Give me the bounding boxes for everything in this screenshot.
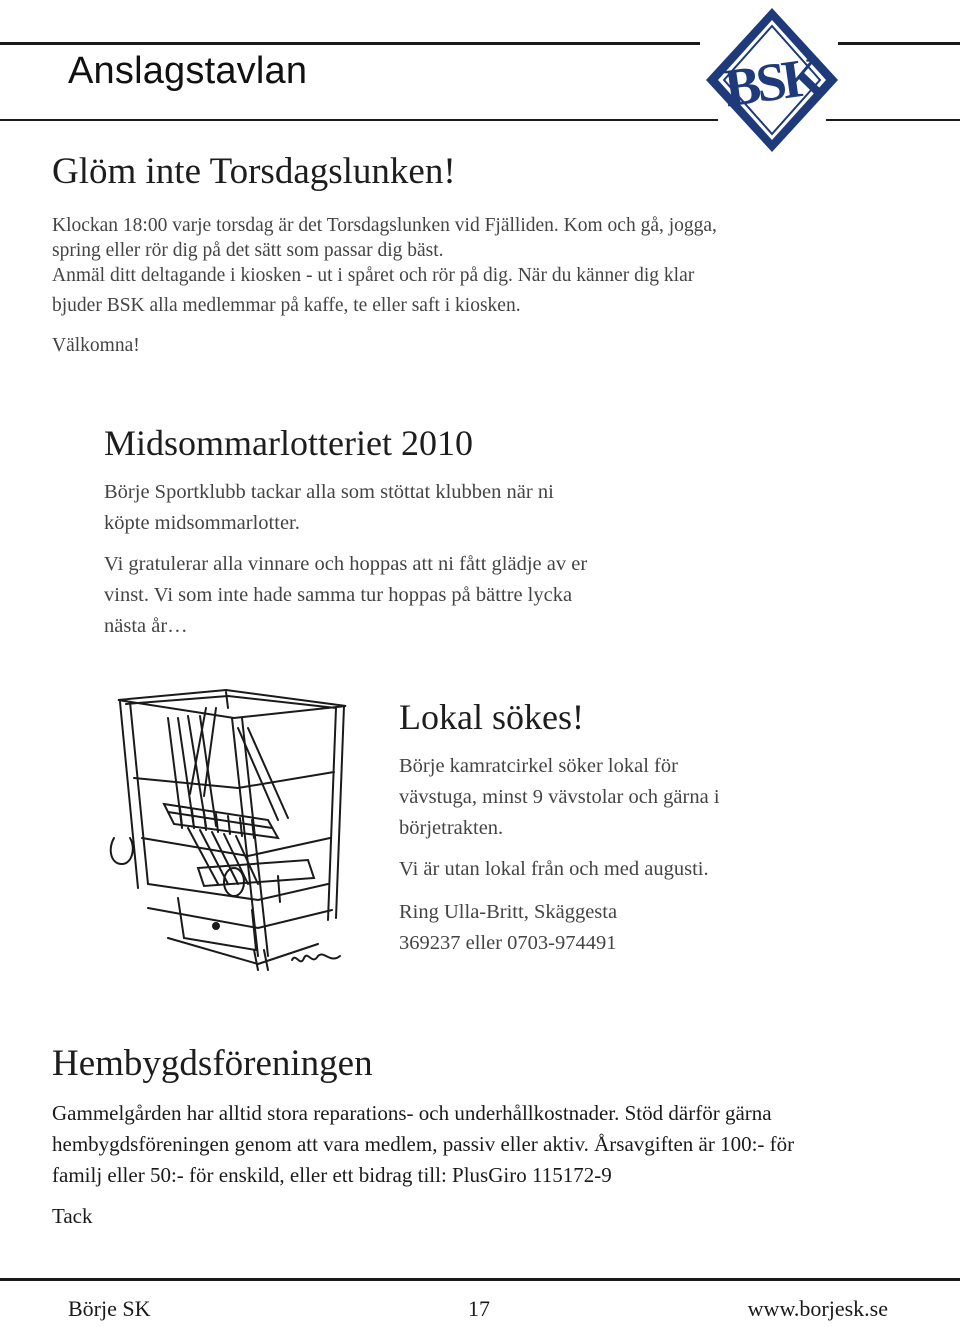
header-rule-bottom-left xyxy=(0,119,718,121)
lokal-para1-line-2: vävstuga, minst 9 vävstolar och gärna i xyxy=(399,785,720,808)
midsommar-para1-line-2: köpte midsommarlotter. xyxy=(104,511,300,534)
lokal-contact-line-1: Ring Ulla-Britt, Skäggesta xyxy=(399,900,618,923)
torsdagslunken-heading: Glöm inte Torsdagslunken! xyxy=(52,151,456,192)
hembygd-heading: Hembygdsföreningen xyxy=(52,1043,373,1084)
midsommar-para2-line-1: Vi gratulerar alla vinnare och hoppas att ni fått glädje av er xyxy=(104,552,588,575)
loom-illustration xyxy=(108,688,358,978)
hembygd-line-3: familj eller 50:- för enskild, eller ett bidrag till: PlusGiro 115172-9 xyxy=(52,1162,612,1187)
footer-left: Börje SK xyxy=(68,1296,151,1321)
bsk-logo xyxy=(702,4,842,156)
lokal-contact-line-2: 369237 eller 0703-974491 xyxy=(399,931,617,954)
section-lokal-sokes xyxy=(399,698,919,959)
midsommar-para1-line-1: Börje Sportklubb tackar alla som stöttat klubben när ni xyxy=(104,480,554,503)
hembygd-closing: Tack xyxy=(52,1203,93,1228)
section-hembygdsforeningen xyxy=(52,1044,932,1232)
section-torsdagslunken xyxy=(52,152,912,361)
midsommar-para2-line-2: vinst. Vi som inte hade samma tur hoppas på bättre lycka xyxy=(104,583,573,606)
lokal-para1-line-1: Börje kamratcirkel söker lokal för xyxy=(399,754,678,777)
torsdagslunken-line-2: spring eller rör dig på det sätt som passar dig bäst. xyxy=(52,239,444,261)
lokal-para1-line-3: börjetrakten. xyxy=(399,816,504,839)
torsdagslunken-line-1: Klockan 18:00 varje torsdag är det Torsdagslunken vid Fjälliden. Kom och gå, jogga, xyxy=(52,214,717,236)
header-rule-bottom-right xyxy=(826,119,960,121)
midsommar-para2-line-3: nästa år… xyxy=(104,614,188,637)
torsdagslunken-closing: Välkomna! xyxy=(52,334,140,356)
lokal-heading: Lokal sökes! xyxy=(399,697,584,737)
torsdagslunken-line-4: bjuder BSK alla medlemmar på kaffe, te eller saft i kiosken. xyxy=(52,294,521,316)
header-rule-right xyxy=(838,42,960,45)
section-midsommarlotteriet xyxy=(104,424,824,642)
footer-rule xyxy=(0,1278,960,1281)
logo-text: BSK xyxy=(720,45,825,119)
torsdagslunken-line-3: Anmäl ditt deltagande i kiosken - ut i spåret och rör på dig. När du känner dig klar xyxy=(52,264,695,286)
page-title: Anslagstavlan xyxy=(68,50,308,92)
footer-website: www.borjesk.se xyxy=(747,1296,888,1321)
page-number: 17 xyxy=(468,1296,490,1321)
lokal-para2: Vi är utan lokal från och med augusti. xyxy=(399,857,709,880)
header-rule-left xyxy=(0,42,700,45)
midsommar-heading: Midsommarlotteriet 2010 xyxy=(104,423,473,463)
hembygd-line-2: hembygdsföreningen genom att vara medlem, passiv eller aktiv. Årsavgiften är 100:- för xyxy=(52,1131,795,1156)
hembygd-line-1: Gammelgården har alltid stora reparations- och underhållkostnader. Stöd därför gärna xyxy=(52,1100,772,1125)
